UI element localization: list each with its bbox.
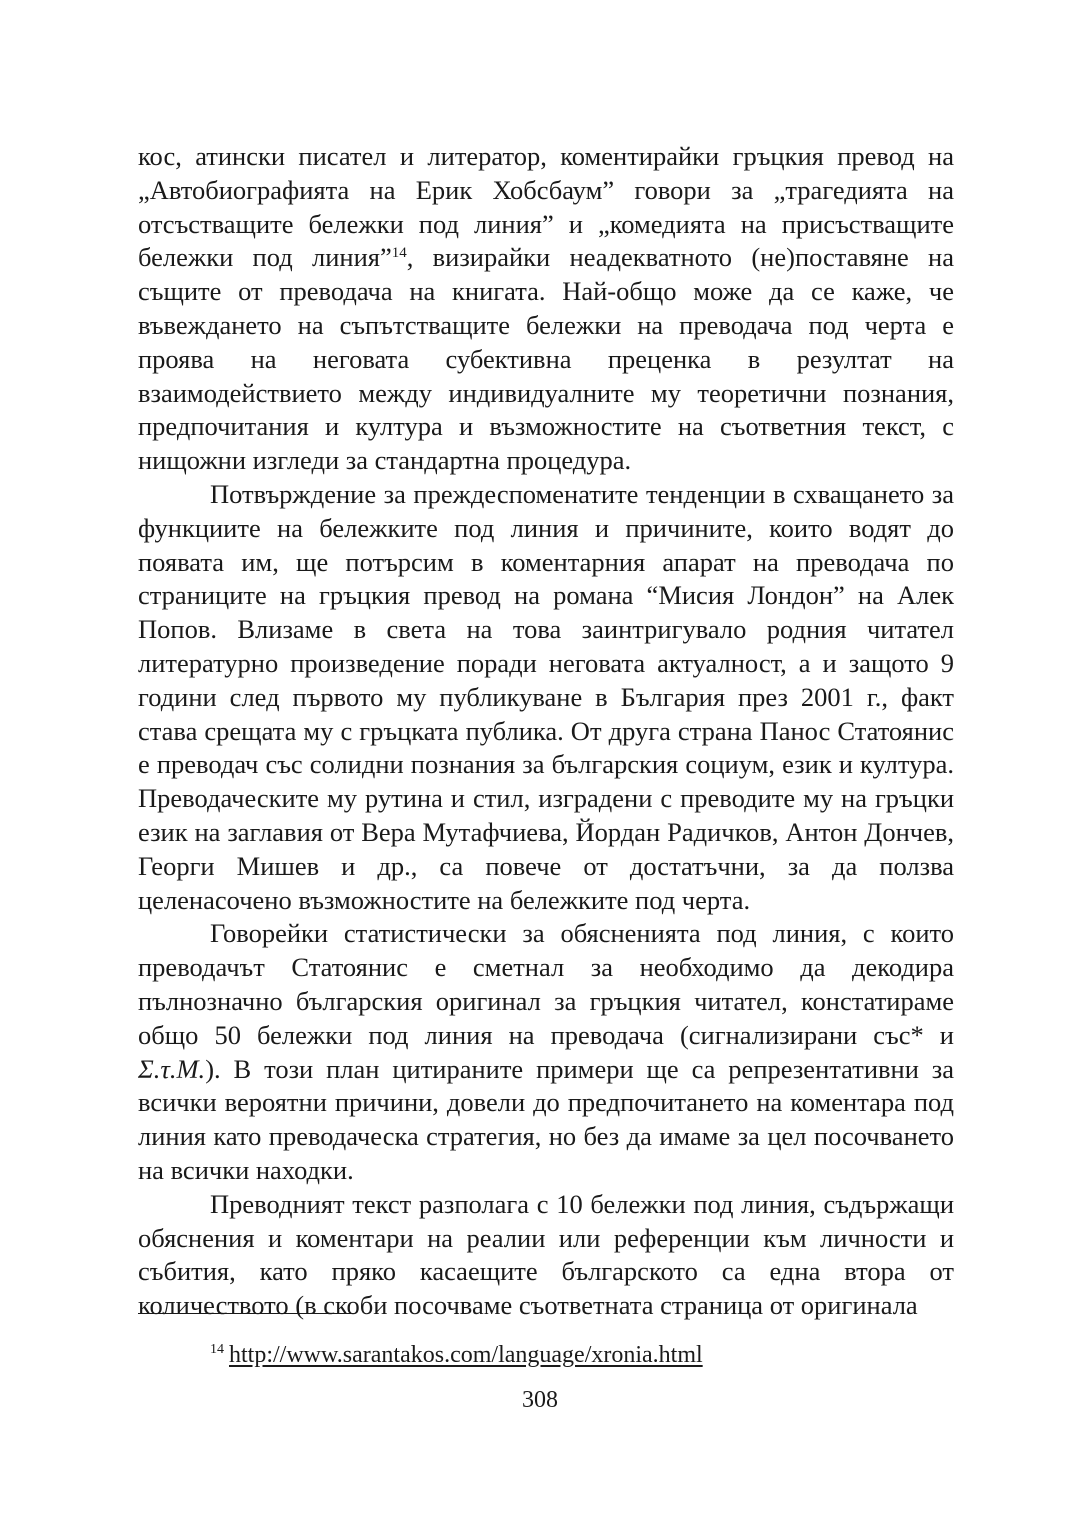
paragraph-1 xyxy=(138,140,954,478)
page-number: 308 xyxy=(522,1387,558,1413)
paragraph-1-text-b: , визирайки неадекватното (не)поставяне на същите от преводача на книгата. Най-общо може да се каже, че въвеждането на съпътстващите бележки на преводача под черта е проява на неговата субективна преценка в резултат на взаимодействието между индивидуалните му теоретични познания, предпочитания и култура и възможностите на съответния текст, с нищожни изгледи за стандартна процедура. xyxy=(138,242,954,476)
paragraph-3-text-a: Говорейки статистически за обясненията под линия, с които преводачът Статоянис е сметнал за необходимо да декодира пълнозначно българския оригинал за гръцкия читател, констатираме общо 50 бележки под линия на преводача (сигнализирани със* и xyxy=(138,918,954,1050)
paragraph-2: Потвърждение за преждеспоменатите тенденции в схващането за функциите на бележките под линия и причините, които водят до появата им, ще потърсим в коментарния апарат на преводача по страниците на гръцкия превод на романа “Мисия Лондон” на Алек Попов. Влизаме в света на това заинтригувало родния читател литературно произведение поради неговата актуалност, а и защото 9 години след първото му публикуване в България през 2001 г., факт става срещата му с гръцката публика. От друга страна Панос Статоянис е преводач със солидни познания за българския социум, език и култура. Преводаческите му рутина и стил, изградени с преводите му на гръцки език на заглавия от Вера Мутафчиева, Йордан Радичков, Антон Дончев, Георги Мишев и др., са повече от достатъчни, за да ползва целенасочено възможностите на бележките под черта. xyxy=(138,478,954,915)
paragraph-1-text-a: кос, атински писател и литератор, коментирайки гръцкия превод на „Автобиографията на Ерик Хобсбаум” говори за „трагедията на отсъстващите бележки под линия” и „комедията на присъстващите бележки под линия” xyxy=(138,141,954,273)
paragraph-3 xyxy=(138,917,954,1187)
footnote-link[interactable]: http://www.sarantakos.com/language/xronia.html xyxy=(229,1342,703,1368)
paragraph-4: Преводният текст разполага с 10 бележки под линия, съдържащи обяснения и коментари на реалии или референции към личности и събития, като пряко касаещите българското са една втора от количеството (в скоби посочваме съответната страница от оригинала xyxy=(138,1188,954,1321)
greek-abbreviation: Σ.τ.Μ. xyxy=(138,1053,206,1084)
paragraph-3-text-b: ). В този план цитираните примери ще са репрезентативни за всички вероятни причини, довели до предпочитането на коментара под линия като преводаческа стратегия, но без да имаме за цел посочването на всички находки. xyxy=(138,1053,954,1185)
footnote-separator xyxy=(138,1313,355,1314)
footnote xyxy=(210,1340,703,1370)
footnote-number: 14 xyxy=(210,1342,224,1357)
footnote-reference-14[interactable]: 14 xyxy=(391,245,407,262)
page-body xyxy=(138,140,954,1323)
